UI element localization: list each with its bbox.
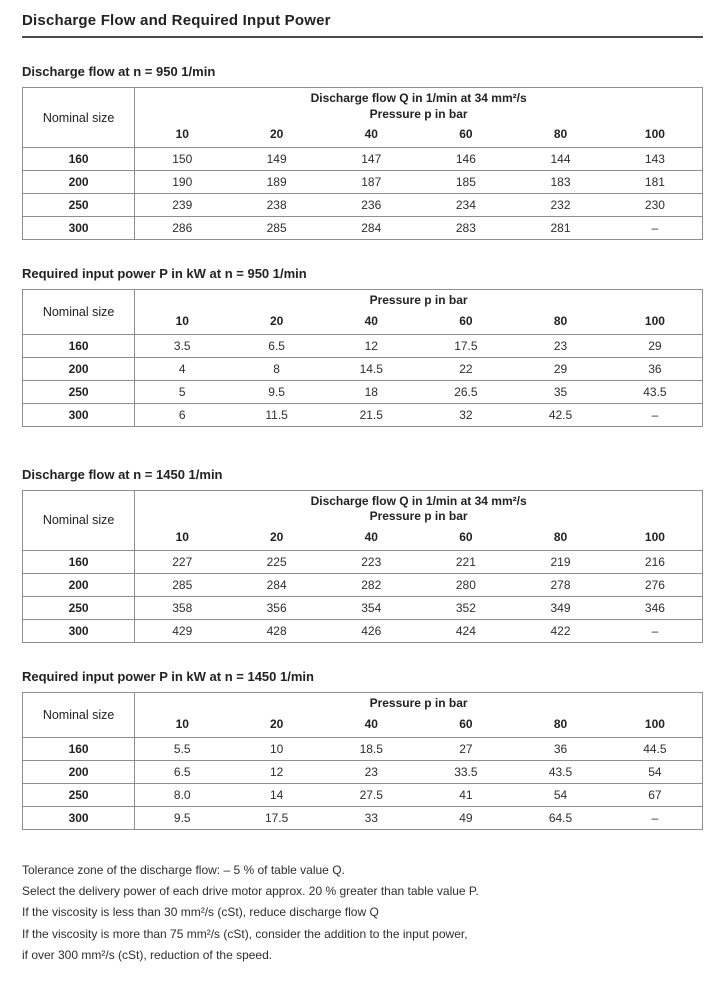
table-cell: 284 [266,577,287,592]
table-cell: 276 [644,577,665,592]
table-row [23,403,703,426]
column-header: 100 [644,529,665,544]
row-header: 160 [23,148,135,171]
table-cell: 146 [455,152,476,167]
table-cell: 29 [648,338,662,353]
table-cell: 286 [172,221,193,236]
table-cell: 43.5 [548,764,573,779]
table-row [23,619,703,642]
table-row [23,783,703,806]
table-cell: 14.5 [359,361,383,376]
row-header: 250 [23,783,135,806]
column-header: 80 [553,529,568,544]
table-cell: 227 [172,554,193,569]
table-cell: 14 [269,787,284,802]
table-cell: 8.0 [173,787,191,802]
table-header-caption [135,490,703,528]
data-table [22,87,703,240]
table-row [23,806,703,829]
table-cell: 9.5 [173,810,191,825]
table-row [23,760,703,783]
table-cell: 181 [644,175,665,190]
table-title: Discharge flow at n = 950 1/min [22,64,216,79]
corner-label: Nominal size [23,290,135,335]
table-cell: 424 [455,623,476,638]
table-cell: 356 [266,600,287,615]
table-title: Required input power P in kW at n = 1450 1/min [22,668,314,684]
table-cell: 35 [553,384,568,399]
table-cell: 12 [269,764,284,779]
column-header: 40 [364,313,378,328]
table-cell: 36 [553,741,568,756]
table-header-caption [135,692,703,714]
table-cell: 64.5 [548,810,573,825]
footnotes [22,862,703,965]
table-cell: 187 [361,175,382,190]
table-section-discharge-950 [22,64,703,240]
table-cell: 23 [364,764,378,779]
table-cell: 285 [172,577,193,592]
header-caption-line: Discharge flow Q in 1/min at 34 mm²/s [310,91,527,105]
table-header-caption [135,290,703,312]
table-cell: 9.5 [268,384,285,399]
column-header: 40 [364,716,378,731]
table-cell: 54 [553,787,568,802]
table-cell: 143 [644,152,665,167]
table-row [23,217,703,240]
table-cell: 144 [550,152,571,167]
table-cell: 33.5 [454,764,478,779]
column-header: 80 [553,313,568,328]
data-table [22,692,703,830]
table-cell: 282 [361,577,382,592]
column-header: 60 [459,313,473,328]
table-cell: 149 [266,152,287,167]
table-cell: 216 [644,554,665,569]
table-cell: 349 [550,600,571,615]
row-header: 300 [23,619,135,642]
table-cell: 239 [172,198,193,213]
table-cell: 17.5 [454,338,478,353]
column-header: 20 [269,127,284,142]
row-header: 160 [23,737,135,760]
table-cell: 147 [361,152,382,167]
table-cell: 6.5 [268,338,285,353]
table-cell: 223 [361,554,382,569]
table-cell: 183 [550,175,571,190]
table-cell: 5 [178,384,186,399]
table-cell: 422 [550,623,571,638]
table-cell: 354 [361,600,382,615]
table-cell: 21.5 [359,407,383,422]
table-cell: 358 [172,600,193,615]
table-cell: 41 [459,787,473,802]
table-cell: 22 [459,361,473,376]
column-header: 60 [459,716,473,731]
column-header: 40 [364,529,378,544]
corner-label: Nominal size [23,490,135,550]
table-cell: 36 [648,361,662,376]
table-cell: 429 [172,623,193,638]
table-cell: 225 [266,554,287,569]
row-header: 200 [23,573,135,596]
table-cell: 6 [178,407,186,422]
table-cell: 44.5 [643,741,667,756]
table-cell: 18.5 [359,741,383,756]
table-title: Discharge flow at n = 1450 1/min [22,466,223,482]
column-header: 20 [269,529,284,544]
table-cell: 8 [273,361,280,376]
data-table [22,490,703,643]
note-line: Select the delivery power of each drive motor approx. 20 % greater than table value P. [22,883,479,898]
row-header: 250 [23,380,135,403]
table-cell: 238 [266,198,287,213]
row-header: 300 [23,806,135,829]
table-cell: 352 [455,600,476,615]
table-section-discharge-1450 [22,467,703,643]
table-cell: 232 [550,198,571,213]
table-cell: 33 [364,810,378,825]
table-cell: 4 [178,361,186,376]
column-header: 100 [644,127,665,142]
header-caption-line: Pressure p in bar [369,509,468,524]
corner-label: Nominal size [23,692,135,737]
table-cell: 32 [459,407,473,422]
row-header: 200 [23,171,135,194]
table-row [23,737,703,760]
page-title: Discharge Flow and Required Input Power [22,12,331,29]
column-header: 10 [175,127,189,142]
row-header: 200 [23,357,135,380]
table-cell: 190 [172,175,193,190]
table-cell: 185 [455,175,476,190]
row-header: 200 [23,760,135,783]
table-title: Required input power P in kW at n = 950 1/min [22,266,307,282]
header-caption-line: Pressure p in bar [369,293,468,308]
table-row [23,171,703,194]
column-header: 80 [553,716,568,731]
table-cell: 283 [455,221,476,236]
table-row [23,357,703,380]
note-line: If the viscosity is less than 30 mm²/s (cSt), reduce discharge flow Q [22,905,379,920]
table-cell: 221 [455,554,476,569]
table-cell: 150 [172,152,193,167]
table-cell: 49 [459,810,473,825]
table-cell: 11.5 [265,407,288,422]
table-cell: 27 [459,741,473,756]
table-cell: 23 [553,338,568,353]
corner-label: Nominal size [23,88,135,148]
row-header: 250 [23,194,135,217]
note-line: if over 300 mm²/s (cSt), reduction of the speed. [22,948,273,963]
table-row [23,334,703,357]
table-cell: 346 [644,600,665,615]
column-header: 60 [459,127,473,142]
table-cell: 278 [550,577,571,592]
table-cell: 236 [361,198,382,213]
column-header: 20 [269,313,284,328]
column-header: 80 [553,127,568,142]
column-header: 10 [175,529,189,544]
column-header: 100 [644,716,665,731]
table-cell: 230 [644,198,665,213]
table-cell: 281 [550,221,571,236]
table-row [23,380,703,403]
note-line: Tolerance zone of the discharge flow: – 5 % of table value Q. [22,862,345,877]
table-cell: 67 [648,787,662,802]
table-header-caption [135,88,703,126]
table-section-power-1450 [22,669,703,830]
table-cell: 17.5 [264,810,289,825]
table-cell: 42.5 [548,407,573,422]
column-header: 100 [644,313,665,328]
column-header: 10 [175,716,189,731]
table-cell: 3.5 [173,338,191,353]
table-cell: 284 [361,221,382,236]
header-caption-line: Discharge flow Q in 1/min at 34 mm²/s [310,493,527,508]
table-cell: 5.5 [173,741,191,756]
column-header: 10 [175,313,189,328]
table-row [23,194,703,217]
row-header: 250 [23,596,135,619]
table-cell: – [651,407,659,422]
column-header: 40 [364,127,378,142]
table-cell: 54 [648,764,662,779]
table-cell: 10 [269,741,284,756]
table-cell: 285 [266,221,287,236]
header-caption-line: Pressure p in bar [369,106,468,121]
table-cell: – [651,623,659,638]
table-cell: 29 [553,361,568,376]
table-section-power-950 [22,266,703,427]
table-cell: 26.5 [454,384,478,399]
table-cell: 234 [455,198,476,213]
column-header: 20 [269,716,284,731]
table-cell: 428 [266,623,287,638]
table-cell: 219 [550,554,571,569]
note-line: If the viscosity is more than 75 mm²/s (cSt), consider the addition to the input power, [22,926,468,941]
row-header: 160 [23,334,135,357]
column-header: 60 [459,529,473,544]
row-header: 160 [23,550,135,573]
table-cell: 6.5 [173,764,191,779]
table-cell: – [651,221,659,236]
table-cell: 43.5 [643,384,667,399]
table-cell: 18 [364,384,378,399]
header-caption-line: Pressure p in bar [369,695,468,710]
table-cell: – [651,810,659,825]
title-divider [22,36,703,38]
table-cell: 280 [455,577,476,592]
table-cell: 426 [361,623,382,638]
row-header: 300 [23,403,135,426]
table-cell: 189 [266,175,287,190]
table-row [23,550,703,573]
data-table [22,289,703,427]
table-row [23,596,703,619]
row-header: 300 [23,217,135,240]
table-row [23,573,703,596]
table-cell: 12 [364,338,378,353]
table-row [23,148,703,171]
table-cell: 27.5 [359,787,383,802]
